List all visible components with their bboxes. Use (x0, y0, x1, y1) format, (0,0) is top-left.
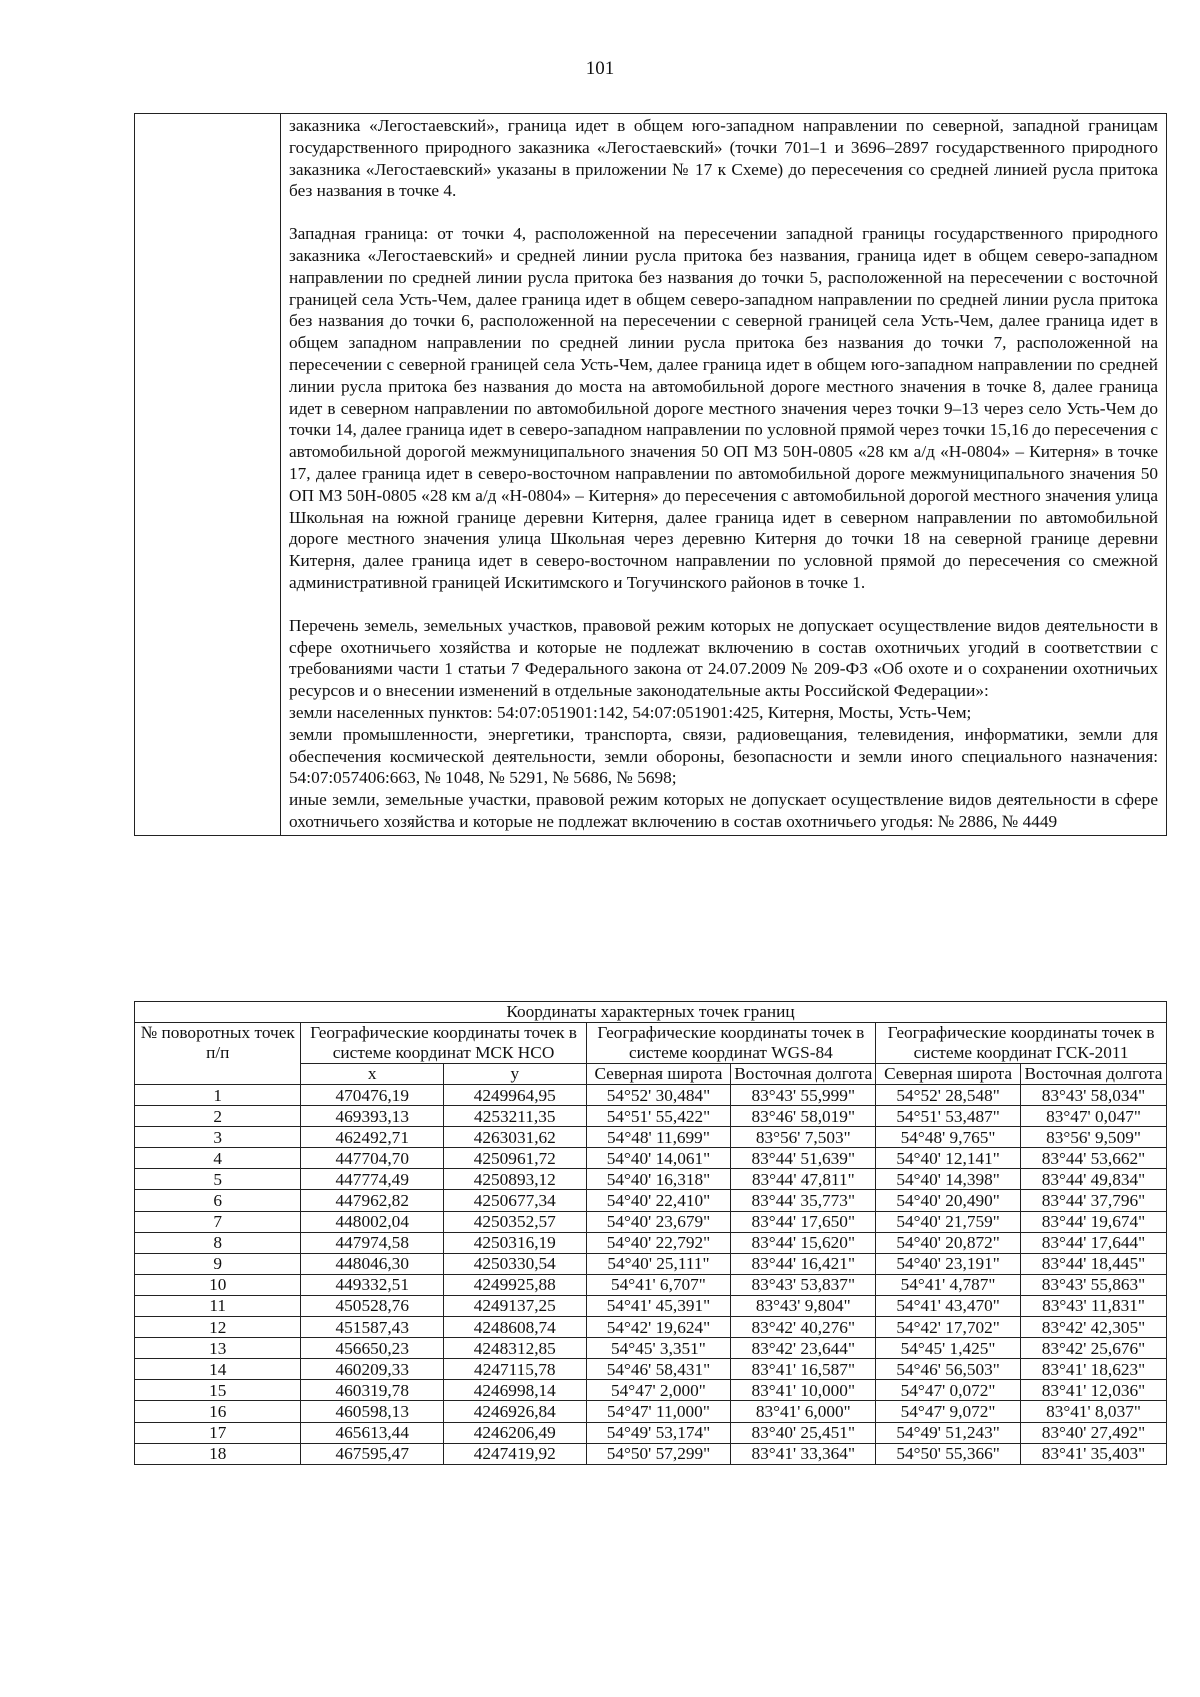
cell-msk-y: 4250677,34 (444, 1190, 587, 1211)
cell-gsk-lon: 83°56' 9,509" (1020, 1127, 1166, 1148)
cell-msk-y: 4250330,54 (444, 1253, 587, 1274)
cell-msk-x: 469393,13 (301, 1106, 444, 1127)
cell-wgs-lat: 54°40' 25,111" (586, 1253, 731, 1274)
cell-wgs-lon: 83°43' 53,837" (731, 1274, 876, 1295)
cell-wgs-lat: 54°40' 16,318" (586, 1169, 731, 1190)
cell-gsk-lat: 54°50' 55,366" (876, 1443, 1021, 1464)
table-row (135, 1127, 1167, 1148)
cell-wgs-lon: 83°41' 10,000" (731, 1380, 876, 1401)
table-row (135, 1169, 1167, 1190)
cell-msk-y: 4250352,57 (444, 1211, 587, 1232)
cell-gsk-lat: 54°48' 9,765" (876, 1127, 1021, 1148)
cell-wgs-lat: 54°40' 22,792" (586, 1232, 731, 1253)
cell-gsk-lat: 54°47' 9,072" (876, 1401, 1021, 1422)
cell-msk-x: 447704,70 (301, 1148, 444, 1169)
cell-point-number: 18 (135, 1443, 301, 1464)
cell-gsk-lat: 54°45' 1,425" (876, 1338, 1021, 1359)
cell-msk-x: 470476,19 (301, 1085, 444, 1106)
cell-gsk-lat: 54°51' 53,487" (876, 1106, 1021, 1127)
cell-gsk-lat: 54°40' 20,490" (876, 1190, 1021, 1211)
cell-wgs-lon: 83°46' 58,019" (731, 1106, 876, 1127)
cell-wgs-lat: 54°40' 22,410" (586, 1190, 731, 1211)
cell-point-number: 14 (135, 1359, 301, 1380)
cell-gsk-lon: 83°41' 18,623" (1020, 1359, 1166, 1380)
header-y: y (444, 1064, 587, 1085)
cell-gsk-lon: 83°44' 37,796" (1020, 1190, 1166, 1211)
cell-msk-x: 449332,51 (301, 1274, 444, 1295)
cell-point-number: 17 (135, 1422, 301, 1443)
cell-point-number: 4 (135, 1148, 301, 1169)
cell-wgs-lat: 54°47' 2,000" (586, 1380, 731, 1401)
cell-msk-x: 456650,23 (301, 1338, 444, 1359)
header-gsk-lon: Восточная долгота (1020, 1064, 1166, 1085)
header-msk-nso: Географические координаты точек в системе координат МСК НСО (301, 1023, 586, 1064)
cell-msk-y: 4246206,49 (444, 1422, 587, 1443)
cell-gsk-lon: 83°43' 11,831" (1020, 1295, 1166, 1316)
cell-wgs-lon: 83°44' 16,421" (731, 1253, 876, 1274)
page-number: 101 (585, 58, 615, 79)
table-row (135, 1359, 1167, 1380)
cell-point-number: 11 (135, 1295, 301, 1316)
cell-gsk-lon: 83°44' 17,644" (1020, 1232, 1166, 1253)
cell-wgs-lat: 54°51' 55,422" (586, 1106, 731, 1127)
cell-gsk-lon: 83°42' 25,676" (1020, 1338, 1166, 1359)
cell-wgs-lat: 54°40' 14,061" (586, 1148, 731, 1169)
cell-gsk-lon: 83°47' 0,047" (1020, 1106, 1166, 1127)
paragraph-western-boundary: Западная граница: от точки 4, расположенной на пересечении западной границы государственного природного заказника «Легостаевский» и средней линии русла притока без названия, граница идет в общем северо-западном направлении по средней линии русла притока без названия до точки 5, расположенной на пересечении с восточной границей села Усть-Чем, далее граница идет в общем северо-западном направлении по средней линии русла притока без названия до точки 6, расположенной на пересечении с северной границей села Усть-Чем, далее граница идет в общем западном направлении по средней линии русла притока без названия до точки 7, расположенной на пересечении с северной границей села Усть-Чем, далее граница идет в общем юго-западном направлении по средней линии русла притока без названия до моста на автомобильной дороге местного значения в точке 8, далее граница идет в северном направлении по автомобильной дороге местного значения через точки 9–13 через село Усть-Чем до точки 14, далее граница идет в северо-западном направлении по условной прямой через точки 15,16 до пересечения с автомобильной дорогой межмуниципального значения 50 ОП МЗ 50Н-0805 «28 км а/д «Н-0804» – Китерня» в точке 17, далее граница идет в северо-восточном направлении по автомобильной дороге межмуниципального значения 50 ОП МЗ 50Н-0805 «28 км а/д «Н-0804» – Китерня» до пересечения с автомобильной дорогой местного значения улица Школьная на южной границе деревни Китерня, далее граница идет в северном направлении по автомобильной дороге местного значения улица Школьная через деревню Китерня до точки 18 на северной границе деревни Китерня, далее граница идет в северо-восточном направлении по условной прямой до пересечения со смежной административной границей Искитимского и Тогучинского районов в точке 1. (289, 224, 1158, 592)
cell-gsk-lat: 54°47' 0,072" (876, 1380, 1021, 1401)
cell-point-number: 8 (135, 1232, 301, 1253)
table-row (135, 1401, 1167, 1422)
cell-point-number: 3 (135, 1127, 301, 1148)
header-wgs-lon: Восточная долгота (731, 1064, 876, 1085)
cell-wgs-lon: 83°42' 40,276" (731, 1317, 876, 1338)
cell-msk-y: 4249964,95 (444, 1085, 587, 1106)
cell-msk-y: 4246926,84 (444, 1401, 587, 1422)
cell-msk-x: 447974,58 (301, 1232, 444, 1253)
cell-wgs-lon: 83°44' 17,650" (731, 1211, 876, 1232)
table-row (135, 1338, 1167, 1359)
table-row (135, 1106, 1167, 1127)
land-line-other: иные земли, земельные участки, правовой режим которых не допускает осуществление видов деятельности в сфере охотничьего хозяйства и которые не подлежат включению в состав охотничьего угодья: № 2886, № 4449 (289, 790, 1158, 831)
cell-msk-x: 450528,76 (301, 1295, 444, 1316)
table-title: Координаты характерных точек границ (135, 1002, 1167, 1023)
cell-gsk-lat: 54°40' 14,398" (876, 1169, 1021, 1190)
table-row (135, 1295, 1167, 1316)
cell-msk-y: 4248608,74 (444, 1317, 587, 1338)
cell-wgs-lon: 83°44' 47,811" (731, 1169, 876, 1190)
coordinates-table (134, 1001, 1167, 1465)
cell-wgs-lon: 83°41' 33,364" (731, 1443, 876, 1464)
cell-msk-y: 4249925,88 (444, 1274, 587, 1295)
cell-wgs-lat: 54°42' 19,624" (586, 1317, 731, 1338)
cell-gsk-lon: 83°41' 35,403" (1020, 1443, 1166, 1464)
table-row (135, 1380, 1167, 1401)
table-row (135, 1085, 1167, 1106)
cell-wgs-lon: 83°43' 55,999" (731, 1085, 876, 1106)
paragraph-land-list-intro: Перечень земель, земельных участков, правовой режим которых не допускает осуществление видов деятельности в сфере охотничьего хозяйства и которые не подлежат включению в состав охотничьих угодий в соответствии с требованиями части 1 статьи 7 Федерального закона от 24.07.2009 № 209-ФЗ «Об охоте и о сохранении охотничьих ресурсов и о внесении изменений в отдельные законодательные акты Российской Федерации»: (289, 615, 1158, 701)
cell-msk-x: 448002,04 (301, 1211, 444, 1232)
cell-wgs-lon: 83°43' 9,804" (731, 1295, 876, 1316)
cell-wgs-lat: 54°46' 58,431" (586, 1359, 731, 1380)
cell-msk-y: 4249137,25 (444, 1295, 587, 1316)
cell-point-number: 7 (135, 1211, 301, 1232)
cell-wgs-lon: 83°44' 51,639" (731, 1148, 876, 1169)
cell-msk-y: 4250893,12 (444, 1169, 587, 1190)
cell-gsk-lat: 54°41' 4,787" (876, 1274, 1021, 1295)
cell-wgs-lon: 83°44' 15,620" (731, 1232, 876, 1253)
cell-point-number: 9 (135, 1253, 301, 1274)
cell-msk-x: 467595,47 (301, 1443, 444, 1464)
cell-msk-x: 460598,13 (301, 1401, 444, 1422)
header-point-number: № поворотных точек п/п (135, 1023, 301, 1085)
cell-gsk-lon: 83°42' 42,305" (1020, 1317, 1166, 1338)
cell-msk-x: 447774,49 (301, 1169, 444, 1190)
cell-gsk-lon: 83°44' 53,662" (1020, 1148, 1166, 1169)
header-wgs84: Географические координаты точек в системе координат WGS-84 (586, 1023, 876, 1064)
coordinates-body (135, 1085, 1167, 1465)
cell-msk-y: 4253211,35 (444, 1106, 587, 1127)
cell-wgs-lat: 54°49' 53,174" (586, 1422, 731, 1443)
table-row (135, 1190, 1167, 1211)
header-gsk2011: Географические координаты точек в системе координат ГСК-2011 (876, 1023, 1167, 1064)
table-row (135, 1232, 1167, 1253)
cell-wgs-lat: 54°47' 11,000" (586, 1401, 731, 1422)
cell-wgs-lat: 54°41' 6,707" (586, 1274, 731, 1295)
land-line-settlements: земли населенных пунктов: 54:07:051901:142, 54:07:051901:425, Китерня, Мосты, Усть-Чем; (289, 702, 972, 722)
table-row (135, 1274, 1167, 1295)
cell-msk-x: 460209,33 (301, 1359, 444, 1380)
cell-wgs-lon: 83°41' 6,000" (731, 1401, 876, 1422)
table-row (135, 1317, 1167, 1338)
cell-gsk-lon: 83°44' 18,445" (1020, 1253, 1166, 1274)
cell-wgs-lat: 54°45' 3,351" (586, 1338, 731, 1359)
cell-wgs-lon: 83°42' 23,644" (731, 1338, 876, 1359)
cell-wgs-lon: 83°41' 16,587" (731, 1359, 876, 1380)
table-row (135, 1443, 1167, 1464)
table-row (135, 1211, 1167, 1232)
cell-gsk-lon: 83°44' 19,674" (1020, 1211, 1166, 1232)
table-row (135, 1422, 1167, 1443)
cell-point-number: 13 (135, 1338, 301, 1359)
cell-point-number: 16 (135, 1401, 301, 1422)
cell-gsk-lat: 54°41' 43,470" (876, 1295, 1021, 1316)
empty-left-cell (135, 114, 281, 836)
cell-point-number: 5 (135, 1169, 301, 1190)
land-line-industry: земли промышленности, энергетики, транспорта, связи, радиовещания, телевидения, информатики, земли для обеспечения космической деятельности, земли обороны, безопасности и земли иного специального назначения: 54:07:057406:663, № 1048, № 5291, № 5686, № 5698; (289, 724, 1158, 788)
cell-gsk-lon: 83°41' 12,036" (1020, 1380, 1166, 1401)
paragraph-northern-end: заказника «Легостаевский», граница идет в общем юго-западном направлении по северной, западной границам государственного природного заказника «Легостаевский» (точки 701–1 и 3696–2897 государственного природного заказника «Легостаевский» указаны в приложении № 17 к Схеме) до пересечения со средней линией русла притока без названия в точке 4. (289, 116, 1158, 201)
cell-gsk-lat: 54°40' 12,141" (876, 1148, 1021, 1169)
cell-msk-y: 4250961,72 (444, 1148, 587, 1169)
cell-wgs-lat: 54°41' 45,391" (586, 1295, 731, 1316)
cell-point-number: 12 (135, 1317, 301, 1338)
cell-point-number: 2 (135, 1106, 301, 1127)
cell-msk-x: 451587,43 (301, 1317, 444, 1338)
cell-gsk-lat: 54°46' 56,503" (876, 1359, 1021, 1380)
cell-point-number: 10 (135, 1274, 301, 1295)
cell-gsk-lat: 54°52' 28,548" (876, 1085, 1021, 1106)
cell-msk-y: 4247419,92 (444, 1443, 587, 1464)
header-x: x (301, 1064, 444, 1085)
cell-gsk-lat: 54°40' 23,191" (876, 1253, 1021, 1274)
cell-gsk-lon: 83°44' 49,834" (1020, 1169, 1166, 1190)
table-row (135, 1253, 1167, 1274)
cell-msk-x: 447962,82 (301, 1190, 444, 1211)
cell-wgs-lat: 54°40' 23,679" (586, 1211, 731, 1232)
cell-point-number: 15 (135, 1380, 301, 1401)
cell-gsk-lon: 83°40' 27,492" (1020, 1422, 1166, 1443)
cell-wgs-lon: 83°40' 25,451" (731, 1422, 876, 1443)
cell-msk-x: 448046,30 (301, 1253, 444, 1274)
cell-wgs-lat: 54°52' 30,484" (586, 1085, 731, 1106)
cell-wgs-lon: 83°44' 35,773" (731, 1190, 876, 1211)
cell-msk-y: 4248312,85 (444, 1338, 587, 1359)
cell-wgs-lon: 83°56' 7,503" (731, 1127, 876, 1148)
cell-point-number: 1 (135, 1085, 301, 1106)
cell-gsk-lon: 83°43' 55,863" (1020, 1274, 1166, 1295)
cell-gsk-lat: 54°40' 21,759" (876, 1211, 1021, 1232)
cell-point-number: 6 (135, 1190, 301, 1211)
cell-wgs-lat: 54°50' 57,299" (586, 1443, 731, 1464)
cell-msk-x: 462492,71 (301, 1127, 444, 1148)
cell-wgs-lat: 54°48' 11,699" (586, 1127, 731, 1148)
cell-gsk-lon: 83°41' 8,037" (1020, 1401, 1166, 1422)
cell-msk-y: 4246998,14 (444, 1380, 587, 1401)
cell-gsk-lon: 83°43' 58,034" (1020, 1085, 1166, 1106)
cell-msk-x: 465613,44 (301, 1422, 444, 1443)
cell-msk-x: 460319,78 (301, 1380, 444, 1401)
header-wgs-lat: Северная широта (586, 1064, 731, 1085)
table-row (135, 1148, 1167, 1169)
cell-gsk-lat: 54°49' 51,243" (876, 1422, 1021, 1443)
boundary-description (281, 114, 1167, 836)
cell-msk-y: 4247115,78 (444, 1359, 587, 1380)
description-table (134, 113, 1167, 836)
cell-msk-y: 4250316,19 (444, 1232, 587, 1253)
cell-gsk-lat: 54°42' 17,702" (876, 1317, 1021, 1338)
cell-msk-y: 4263031,62 (444, 1127, 587, 1148)
cell-gsk-lat: 54°40' 20,872" (876, 1232, 1021, 1253)
header-gsk-lat: Северная широта (876, 1064, 1021, 1085)
